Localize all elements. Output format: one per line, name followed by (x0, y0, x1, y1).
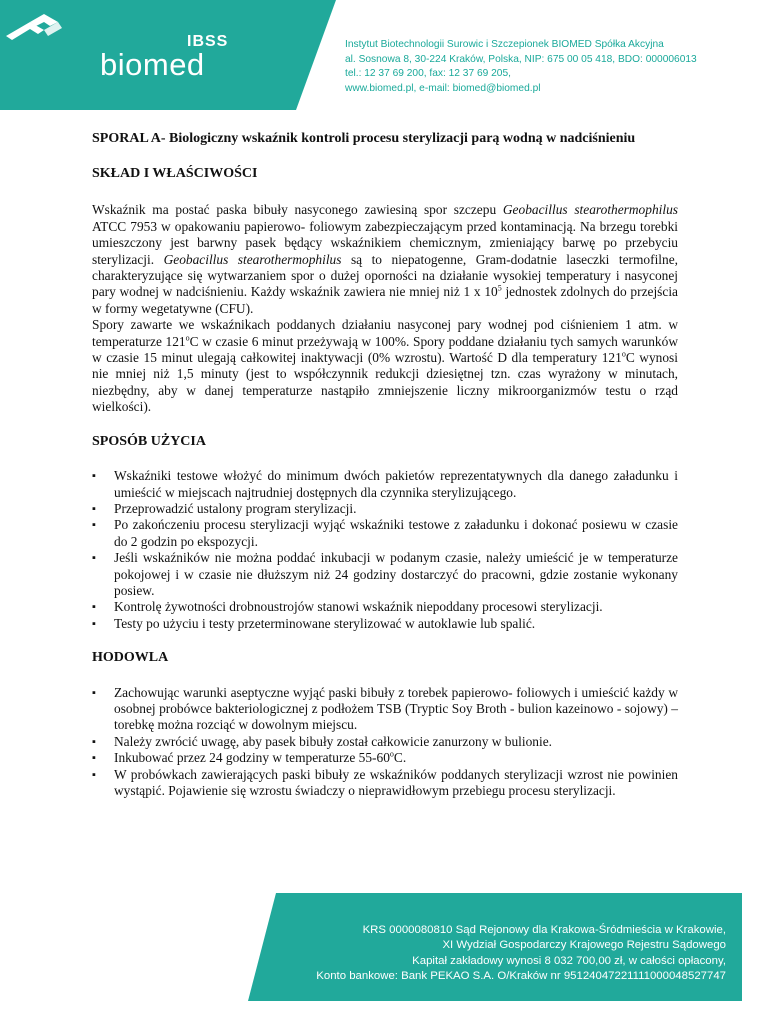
biomed-logo-icon (0, 0, 210, 50)
text-run: Inkubować przez 24 godziny w temperaturze 55-60 (114, 750, 390, 766)
footer-capital: Kapitał zakładowy wynosi 8 032 700,00 zł, w całości opłacony, (412, 954, 726, 967)
species-name: Geobacillus stearothermophilus (163, 251, 342, 267)
culture-list (92, 685, 678, 800)
text-run: Spory zawarte we wskaźnikach poddanych działaniu nasyconej pary wodnej pod ciśnieniem 1 atm. w temperaturze 121 (92, 317, 678, 349)
text-run: C wynosi nie mniej niż 1,5 minuty (jest to współczynnik redukcji dziesiętnej tzn. czas wyrażony w minutach, niezbędny, aby w danej temperaturze nastąpiło zmniejszenie liczny mikroorganizmów testu o rząd wielkości). (92, 350, 678, 415)
footer-band (0, 893, 768, 1003)
header-band (0, 0, 768, 110)
text-run: C. (393, 750, 407, 766)
text-run: są to niepatogenne, Gram-dodatnie laseczki termofilne, charakteryzujące się wytwarzaniem spor o dużej oporności na działanie wysokiej temperatury i nasyconej pary wodnej w nadciśnieniu. Każdy wskaźnik zawiera nie mniej niż 1 x 10 (92, 251, 679, 300)
list-item: ▪ Po zakończeniu procesu sterylizacji wyjąć wskaźniki testowe z załadunku i dokonać posiewu w czasie do 2 godzin po ekspozycji. (92, 517, 678, 550)
paragraph-composition (92, 202, 678, 317)
text-run: jednostek zdolnych do przejścia w formy wegetatywne (CFU). (92, 284, 678, 316)
exponent: 5 (497, 283, 502, 293)
list-item: ▪ Kontrolę żywotności drobnoustrojów stanowi wskaźnik niepoddany procesowi sterylizacji. (92, 599, 678, 615)
footer-krs: KRS 0000080810 Sąd Rejonowy dla Krakowa-Śródmieścia w Krakowie, (362, 924, 726, 936)
document-body (92, 130, 678, 799)
list-item: ▪ Należy zwrócić uwagę, aby pasek bibuły został całkowicie zanurzony w bulionie. (92, 734, 678, 750)
company-info (345, 38, 745, 96)
brand-name: biomed (100, 47, 205, 82)
usage-list (92, 468, 678, 632)
species-name: Geobacillus stearothermophilus (502, 202, 678, 218)
list-item (92, 750, 678, 766)
text-run: Wskaźnik ma postać paska bibuły nasyconego zawiesiną spor szczepu (92, 202, 503, 218)
footer-bank: Konto bankowe: Bank PEKAO S.A. O/Kraków nr 95124047221111000048527747 (316, 969, 726, 982)
list-item: ▪ Wskaźniki testowe włożyć do minimum dwóch pakietów reprezentatywnych dla danego załadunku i umieścić w miejscach najtrudniej dostępnych dla czynnika sterylizującego. (92, 468, 678, 501)
text-run: ATCC 7953 w opakowaniu papierowo- foliowym zabezpieczającym przed kontaminacją. Na brzegu torebki umieszczony jest barwny pasek będący wskaźnikiem chemicznym, zmieniający barwę po przebyciu sterylizacji. (92, 218, 678, 267)
text-run: C w czasie 6 minut przeżywają w 100%. Spory poddane działaniu tych samych warunków w czasie 15 minut ulegają całkowitej inaktywacji (0% wzrostu). Wartość D dla temperatury 121 (92, 333, 678, 366)
section-heading-culture: HODOWLA (92, 650, 169, 666)
list-item: ▪ W probówkach zawierających paski bibuły ze wskaźników poddanych sterylizacji wzrost nie powinien wystąpić. Pojawienie się wzrostu świadczy o nieprawidłowym przebiegu procesu sterylizacji. (92, 767, 678, 800)
company-address: al. Sosnowa 8, 30-224 Kraków, Polska, NIP: 675 00 05 418, BDO: 000006013 (345, 53, 697, 65)
company-web[interactable]: www.biomed.pl, e-mail: biomed@biomed.pl (345, 82, 541, 94)
footer-court: XI Wydział Gospodarczy Krajowego Rejestru Sądowego (442, 939, 726, 952)
list-item: ▪ Testy po użyciu i testy przeterminowane sterylizować w autoklawie lub spalić. (92, 616, 678, 632)
footer-legal-info (316, 923, 726, 984)
degree-sign: o (621, 349, 626, 359)
section-heading-composition: SKŁAD I WŁAŚCIWOŚCI (92, 166, 258, 181)
degree-sign: o (185, 333, 190, 343)
section-heading-usage: SPOSÓB UŻYCIA (92, 433, 206, 449)
list-item: ▪ Jeśli wskaźników nie można poddać inkubacji w podanym czasie, należy umieścić je w temperaturze pokojowej i w czasie nie dłuższym niż 24 godziny dostarczyć do pracowni, gdzie zostanie wykonany posiew. (92, 550, 678, 599)
list-item: ▪ Zachowując warunki aseptyczne wyjąć paski bibuły z torebek papierowo- foliowych i umieścić każdy w osobnej probówce bakteriologicznej z podłożem TSB (Tryptic Soy Broth - bulion kazeinowo - sojowy) – torebkę można rozciąć w dowolnym miejscu. (92, 685, 678, 734)
company-name: Instytut Biotechnologii Surowic i Szczepionek BIOMED Spółka Akcyjna (345, 39, 664, 50)
degree-sign: o (389, 749, 394, 759)
document-title: SPORAL A- Biologiczny wskaźnik kontroli procesu sterylizacji parą wodną w nadciśnieniu (92, 131, 636, 146)
list-item: ▪ Przeprowadzić ustalony program sterylizacji. (92, 501, 678, 517)
company-phone: tel.: 12 37 69 200, fax: 12 37 69 205, (345, 68, 511, 80)
paragraph-properties (92, 317, 678, 415)
brand-small-label: IBSS (187, 33, 229, 50)
